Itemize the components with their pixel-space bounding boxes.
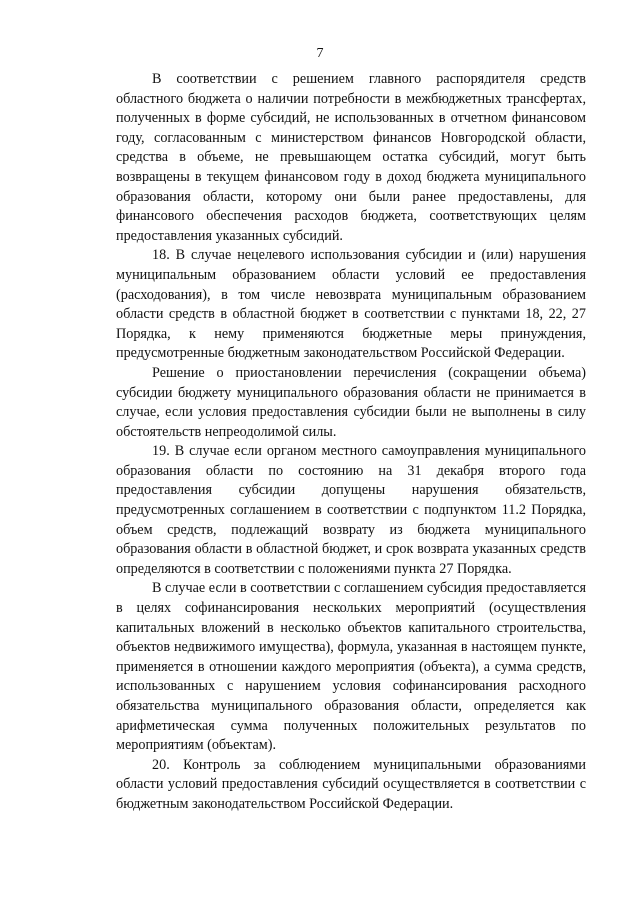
paragraph-suspension-decision: Решение о приостановлении перечисления (сокращении объема) субсидии бюджету муниципального образования области не принимается в случае, если условия предоставления субсидии были не выполнены в силу обстоятельств непреодолимой силы.	[116, 364, 586, 440]
paragraph-20: 20. Контроль за соблюдением муниципальными образованиями области условий предоставления субсидий осуществляется в соответствии с бюджетным законодательством Российской Федерации.	[116, 756, 586, 812]
paragraph-18: 18. В случае нецелевого использования субсидии и (или) нарушения муниципальным образованием области условий ее предоставления (расходования), в том числе невозврата муниципальным образованием области средств в областной бюджет в соответствии с пунктами 18, 22, 27 Порядка, к нему применяются бюджетные меры принуждения, предусмотренные бюджетным законодательством Российской Федерации.	[116, 247, 586, 362]
paragraph-19: 19. В случае если органом местного самоуправления муниципального образования области по состоянию на 31 декабря второго года предоставления субсидии допущены нарушения обязательств, предусмотренных соглашением в соответствии с подпунктом 11.2 Порядка, объем средств, подлежащий возврату из бюджета муниципального образования области в областной бюджет, и срок возврата указанных средств определяются в соответствии с положениями пункта 27 Порядка.	[116, 443, 586, 577]
paragraph-cofinancing: В случае если в соответствии с соглашением субсидия предоставляется в целях софинансирования нескольких мероприятий (осуществления капитальных вложений в несколько объектов капитального строительства, объектов недвижимого имущества), формула, указанная в настоящем пункте, применяется в отношении каждого мероприятия (объекта), а сумма средств, использованных с нарушением условия софинансирования расходного обязательства муниципального образования области, определяется как арифметическая сумма полученных положительных результатов по мероприятиям (объектам).	[116, 580, 586, 754]
document-body	[116, 70, 586, 815]
paragraph-budget-return: В соответствии с решением главного распорядителя средств областного бюджета о наличии потребности в межбюджетных трансфертах, полученных в форме субсидий, не использованных в отчетном финансовом году, согласованным с министерством финансов Новгородской области, средства в объеме, не превышающем остатка субсидий, могут быть возвращены в текущем финансовом году в доход бюджета муниципального образования области, которому они были ранее предоставлены, для финансового обеспечения расходов бюджета, соответствующих целям предоставления указанных субсидий.	[116, 71, 586, 244]
page-number: 7	[316, 46, 324, 61]
